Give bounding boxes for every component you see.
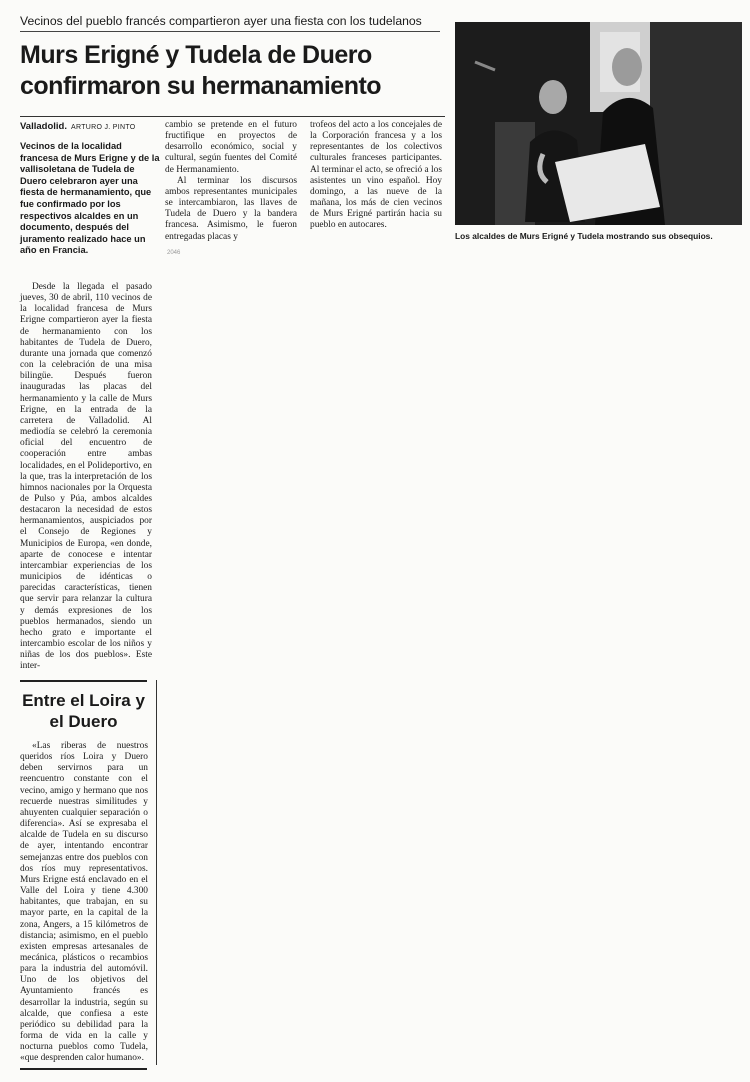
photo-illustration: [455, 22, 742, 225]
body-column-2: [165, 120, 297, 243]
lead-paragraph: Vecinos de la localidad francesa de Murs Erigne y de la vallisoletana de Tudela de Duero celebraron ayer una fiesta de hermanamiento, que fue confirmado por los respectivos alcaldes en un documento, después del juramento realizado hace un año en Francia.: [20, 141, 160, 256]
printer-mark: 2046: [167, 250, 181, 256]
byline: [20, 121, 160, 132]
divider: [20, 116, 445, 117]
body-paragraph: trofeos del acto a los concejales de la Corporación francesa y a los representantes de los colectivos culturales franceses participantes. Al terminar el acto, se ofreció a los asistentes un vino español. Hoy domingo, a las nueve de la mañana, los más de cien vecinos de Murs Erigné partirán hacia su pueblo en autocares.: [310, 120, 442, 231]
body-paragraph: Desde la llegada el pasado jueves, 30 de abril, 110 vecinos de la localidad francesa de Murs Erigne compartieron ayer la fiesta de hermanamiento con los habitantes de Tudela de Duero, durante una jornada que comenzó con la celebración de una misa bilingüe. Después fueron inauguradas las placas del hermanamiento y la calle de Murs Erigne, en la entrada de la carretera de Valladolid. Al mediodía se celebró la ceremonia oficial del encuentro de cooperación entre ambas localidades, en el Polideportivo, en la que, tras la interpretación de los himnos nacionales por la Orquesta de Pulso y Púa, ambos alcaldes destacaron la necesidad de estos hermanamientos, auspiciados por el Consejo de Regiones y Municipios de Europa, «en donde, aparte de conocese e intentar intercambiar experiencias de los municipios de idénticas o parecidas características, tienen que servir para relanzar la cultura y demás expresiones de los pueblos hermanados, siendo un hecho grato e importante el intercambio escolar de los niños y niñas de los dos pueblos». Este inter-: [20, 282, 152, 672]
body-column-1: [20, 282, 152, 672]
news-photo: [455, 22, 742, 225]
body-paragraph: cambio se pretende en el futuro fructifique en proyectos de desarrollo económico, social y cultural, según fuentes del Comité de Hermanamiento.: [165, 120, 297, 175]
sidebar-side-rule: [156, 680, 157, 1065]
author: ARTURO J. PINTO: [71, 124, 136, 131]
body-column-3: [310, 120, 442, 232]
sidebar-subhead: Entre el Loira y el Duero: [22, 691, 145, 731]
kicker: Vecinos del pueblo francés compartieron ayer una fiesta con los tudelanos: [20, 14, 440, 32]
sidebar-body: [20, 741, 148, 1065]
dateline: Valladolid.: [20, 121, 67, 132]
sidebar-bottom-rule: [20, 1068, 147, 1070]
body-paragraph: Al terminar los discursos ambos representantes municipales se intercambiaron, las llaves de Tudela de Duero y la bandera francesa. Asimismo, le fueron entregadas placas y: [165, 175, 297, 242]
body-paragraph: «Las riberas de nuestros queridos ríos Loira y Duero deben servirnos para un reencuentro constante con el vecino, amigo y hermano que nos recuerde nuestras similitudes y ahuyenten cualquier separación o diferencia». Así se expresaba el alcalde de Tudela en su discurso de ayer, intentando encontrar semejanzas entre dos pueblos con dos ríos muy representativos. Murs Erigne está enclavado en el Valle del Loira y tiene 4.300 habitantes, que trabajan, en su mayor parte, en la capital de la zona, Angers, a 15 kilómetros de distancia; asimismo, en el pueblo existen empresas artesanales de mecánica, plásticos o recambios para la industria del automóvil. Uno de los objetivos del Ayuntamiento francés es desarrollar la industria, según su alcalde, que confiesa a este periódico su debilidad para la forma de vida en la calle y nocturna pueblos como Tudela, «que desprenden calor humano».: [20, 741, 148, 1064]
photo-caption: Los alcaldes de Murs Erigné y Tudela mostrando sus obsequios.: [455, 231, 713, 241]
sidebar-top-rule: [20, 680, 147, 682]
headline: Murs Erigné y Tudela de Duero confirmaron su hermanamiento: [20, 41, 382, 100]
